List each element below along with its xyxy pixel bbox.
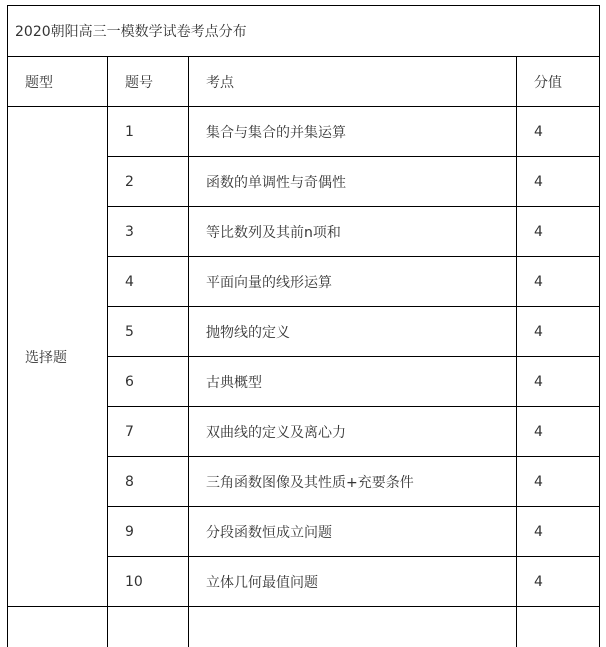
question-topic: 古典概型: [189, 357, 517, 407]
question-score: 4: [517, 557, 600, 607]
header-type: 题型: [8, 57, 108, 107]
question-number: 5: [108, 307, 189, 357]
question-topic: 三角函数图像及其性质+充要条件: [189, 457, 517, 507]
question-score: 4: [517, 157, 600, 207]
question-number: 2: [108, 157, 189, 207]
table-row-cut-off: [8, 607, 600, 647]
question-score: 4: [517, 257, 600, 307]
header-topic: 考点: [189, 57, 517, 107]
question-score: 4: [517, 357, 600, 407]
question-topic: 平面向量的线形运算: [189, 257, 517, 307]
question-score: 4: [517, 307, 600, 357]
category-cell: 选择题: [8, 107, 108, 607]
question-score: 4: [517, 507, 600, 557]
question-topic: 分段函数恒成立问题: [189, 507, 517, 557]
exam-topic-table: [7, 5, 600, 647]
question-number: 6: [108, 357, 189, 407]
question-number: 10: [108, 557, 189, 607]
question-score: 4: [517, 457, 600, 507]
question-topic: 立体几何最值问题: [189, 557, 517, 607]
question-number: 8: [108, 457, 189, 507]
empty-cell: [8, 607, 108, 647]
question-number: 3: [108, 207, 189, 257]
question-topic: 函数的单调性与奇偶性: [189, 157, 517, 207]
table-row: [8, 107, 600, 157]
question-topic: 双曲线的定义及离心力: [189, 407, 517, 457]
question-number: 4: [108, 257, 189, 307]
question-score: 4: [517, 407, 600, 457]
question-number: 1: [108, 107, 189, 157]
question-topic: 等比数列及其前n项和: [189, 207, 517, 257]
question-number: 9: [108, 507, 189, 557]
header-score: 分值: [517, 57, 600, 107]
empty-cell: [108, 607, 189, 647]
table-title-row: [8, 6, 600, 57]
question-topic: 集合与集合的并集运算: [189, 107, 517, 157]
question-number: 7: [108, 407, 189, 457]
question-score: 4: [517, 107, 600, 157]
table-title: 2020朝阳高三一模数学试卷考点分布: [8, 6, 600, 57]
question-topic: 抛物线的定义: [189, 307, 517, 357]
table-header-row: [8, 57, 600, 107]
question-score: 4: [517, 207, 600, 257]
header-number: 题号: [108, 57, 189, 107]
empty-cell: [189, 607, 517, 647]
empty-cell: [517, 607, 600, 647]
